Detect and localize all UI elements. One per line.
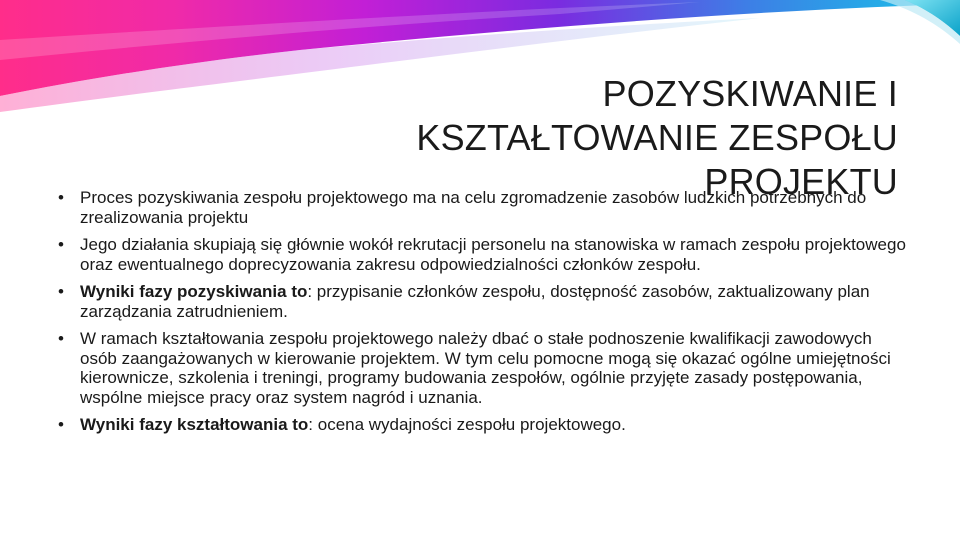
bullet-text: Proces pozyskiwania zespołu projektowego ma na celu zgromadzenie zasobów ludzkich potrzebnych do zrealizowania projektu [80,188,867,227]
bullet-text: : ocena wydajności zespołu projektowego. [308,415,626,434]
title-line: POZYSKIWANIE I [602,73,898,115]
bullet-text: W ramach kształtowania zespołu projektowego należy dbać o stałe podnoszenie kwalifikacji zawodowych osób zaangażowanych w kierowanie projektem. W tym celu pomocne mogą się okazać ogólne umiejętności kierownicze, szkolenia i treningi, programy budowania zespołów, ogólnie przyjęte zasady postępowania, wspólne miejsce pracy oraz system nagród i uznania. [80,329,891,407]
bullet-item [58,415,908,435]
bullet-bold-text: Wyniki fazy pozyskiwania to [80,282,308,301]
bullet-text: Jego działania skupiają się głównie wokół rekrutacji personelu na stanowiska w ramach zespołu projektowego oraz ewentualnego doprecyzowania zakresu odpowiedzialności członków zespołu. [80,235,906,274]
bullet-list [58,188,908,443]
bullet-item [58,282,908,321]
bullet-text: : przypisanie członków zespołu, dostępność zasobów, zaktualizowany plan zarządzania zatrudnieniem. [80,282,870,321]
bullet-bold-text: Wyniki fazy kształtowania to [80,415,309,434]
bullet-item [58,329,908,407]
slide-title [278,72,898,204]
bullet-item [58,188,908,227]
bullet-item [58,235,908,274]
title-line: PROJEKTU [704,161,898,203]
title-line: KSZTAŁTOWANIE ZESPOŁU [416,117,898,159]
